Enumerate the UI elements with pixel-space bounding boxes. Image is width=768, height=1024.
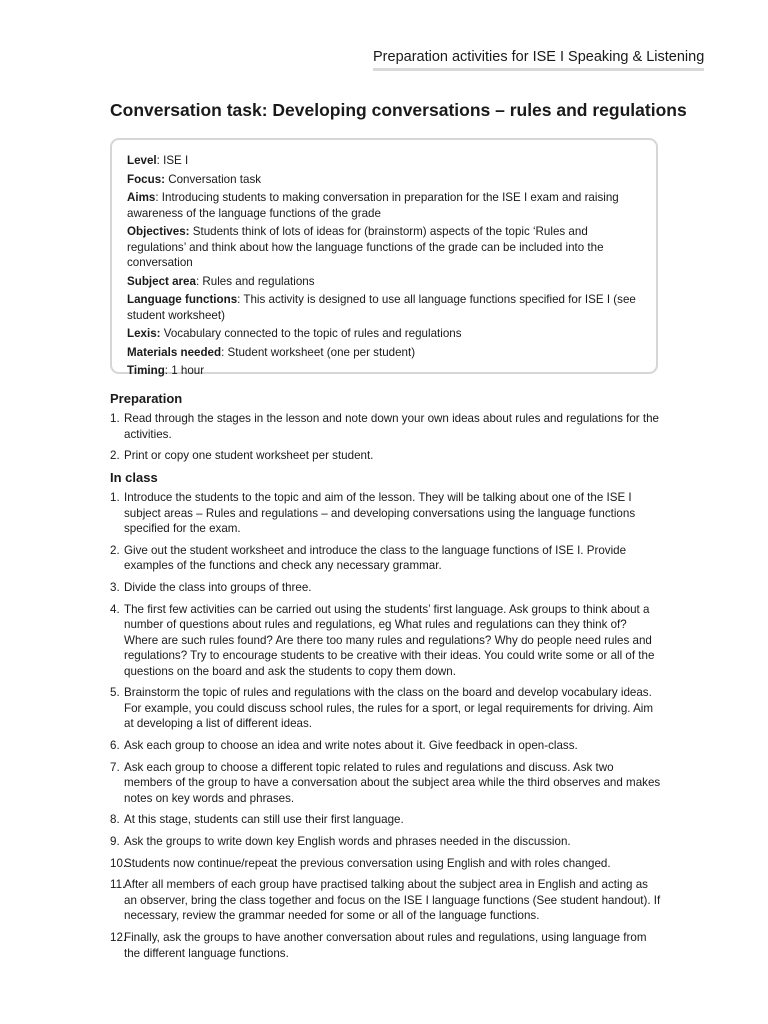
step-number: 1. (110, 412, 120, 425)
info-language-functions (127, 292, 642, 323)
step-text: Ask each group to choose a different topic related to rules and regulations and discuss. Ask two members of the group to have a conversation about the subject area while the third observes and makes notes on key words and phrases. (124, 760, 661, 805)
running-header: Preparation activities for ISE I Speaking & Listening (373, 49, 704, 71)
info-value: : ISE I (156, 154, 189, 167)
page-title: Conversation task: Developing conversations – rules and regulations (110, 100, 687, 120)
step-number: 11. (110, 878, 126, 892)
list-item (110, 856, 662, 872)
preparation-steps (110, 411, 662, 470)
step-number: 1. (110, 491, 120, 504)
info-focus (127, 172, 642, 188)
step-text: The first few activities can be carried out using the students’ first language. Ask groups to think about a number of questions about rules and regulations, eg What rules and regulations can they think of? Where are such rules found? Are there too many rules and regulations? Why do people need rules and regulations? Try to encourage students to be creative with their ideas. You could write some or all of the questions on the board and ask the students to copy them down. (124, 602, 655, 678)
info-label: Objectives: (127, 225, 190, 238)
info-timing (127, 363, 642, 379)
list-item (110, 738, 662, 754)
info-value: Vocabulary connected to the topic of rules and regulations (160, 327, 462, 340)
step-number: 12. (110, 931, 127, 945)
step-text: Finally, ask the groups to have another conversation about rules and regulations, using language from the different language functions. (124, 931, 647, 960)
info-label: Materials needed (127, 345, 222, 359)
info-label: Aims (127, 191, 156, 204)
step-number: 5. (110, 686, 120, 700)
in-class-steps (110, 490, 662, 967)
step-number: 8. (110, 813, 120, 827)
info-label: Focus: (127, 172, 166, 186)
step-number: 4. (110, 602, 120, 616)
list-item (110, 877, 662, 924)
step-text: Divide the class into groups of three. (124, 580, 312, 594)
info-objectives (127, 224, 642, 271)
list-item (110, 411, 662, 442)
list-item (110, 490, 662, 537)
step-text: Ask the groups to write down key English words and phrases needed in the discussion. (124, 835, 571, 848)
list-item (110, 760, 662, 807)
info-materials (127, 345, 642, 361)
info-subject-area (127, 274, 642, 290)
list-item (110, 930, 662, 961)
step-text: Ask each group to choose an idea and write notes about it. Give feedback in open-class. (124, 738, 578, 752)
step-text: Introduce the students to the topic and aim of the lesson. They will be talking about one of the ISE I subject areas – Rules and regulations – and developing conversations using the language functions specified for the exam. (124, 491, 636, 535)
info-value: : This activity is designed to use all language functions specified for ISE I (see student worksheet) (127, 293, 636, 322)
info-value: : 1 hour (164, 364, 205, 377)
list-item (110, 834, 662, 850)
list-item (110, 685, 662, 732)
step-number: 10. (110, 856, 127, 870)
info-value: : Student worksheet (one per student) (221, 345, 416, 359)
step-number: 2. (110, 449, 120, 463)
list-item (110, 602, 662, 680)
step-number: 2. (110, 543, 120, 557)
info-lexis (127, 326, 642, 342)
list-item (110, 448, 662, 464)
info-label: Timing (127, 364, 165, 377)
info-value: : Rules and regulations (195, 274, 315, 288)
lesson-info-box (110, 138, 658, 377)
step-text: Print or copy one student worksheet per student. (124, 449, 374, 463)
in-class-heading: In class (110, 470, 158, 485)
step-text: Give out the student worksheet and introduce the class to the language functions of ISE I. Provide examples of the functions and check any necessary grammar. (124, 543, 627, 573)
step-number: 3. (110, 580, 120, 594)
list-item (110, 543, 662, 574)
step-text: Read through the stages in the lesson and note down your own ideas about rules and regulations for the activities. (124, 412, 659, 441)
info-label: Language functions (127, 293, 238, 306)
info-label: Lexis: (127, 327, 161, 340)
step-text: At this stage, students can still use their first language. (124, 813, 404, 827)
step-text: After all members of each group have practised talking about the subject area in English and acting as an observer, bring the class together and focus on the ISE I language functions (See student handout). If necessary, review the grammar needed for some or all of the language functions. (124, 878, 661, 923)
preparation-heading: Preparation (110, 391, 183, 406)
step-number: 9. (110, 835, 120, 848)
info-value: Students think of lots of ideas for (brainstorm) aspects of the topic ‘Rules and regulations’ and think about how the language functions of the grade can be included into the conversation (127, 225, 604, 269)
info-aims (127, 190, 642, 221)
list-item (110, 580, 662, 596)
list-item (110, 812, 662, 828)
step-number: 6. (110, 738, 120, 752)
info-level (127, 153, 642, 169)
info-value: Conversation task (165, 172, 262, 186)
info-label: Level (127, 154, 157, 167)
step-number: 7. (110, 760, 120, 774)
step-text: Brainstorm the topic of rules and regulations with the class on the board and develop vocabulary ideas. For example, you could discuss school rules, the rules for a sport, or legal requirements for driving. Aim at developing a list of different ideas. (124, 686, 654, 731)
info-label: Subject area (127, 274, 196, 288)
info-value: : Introducing students to making conversation in preparation for the ISE I exam and raising awareness of the language functions of the grade (127, 191, 619, 220)
step-text: Students now continue/repeat the previous conversation using English and with roles changed. (124, 856, 611, 870)
